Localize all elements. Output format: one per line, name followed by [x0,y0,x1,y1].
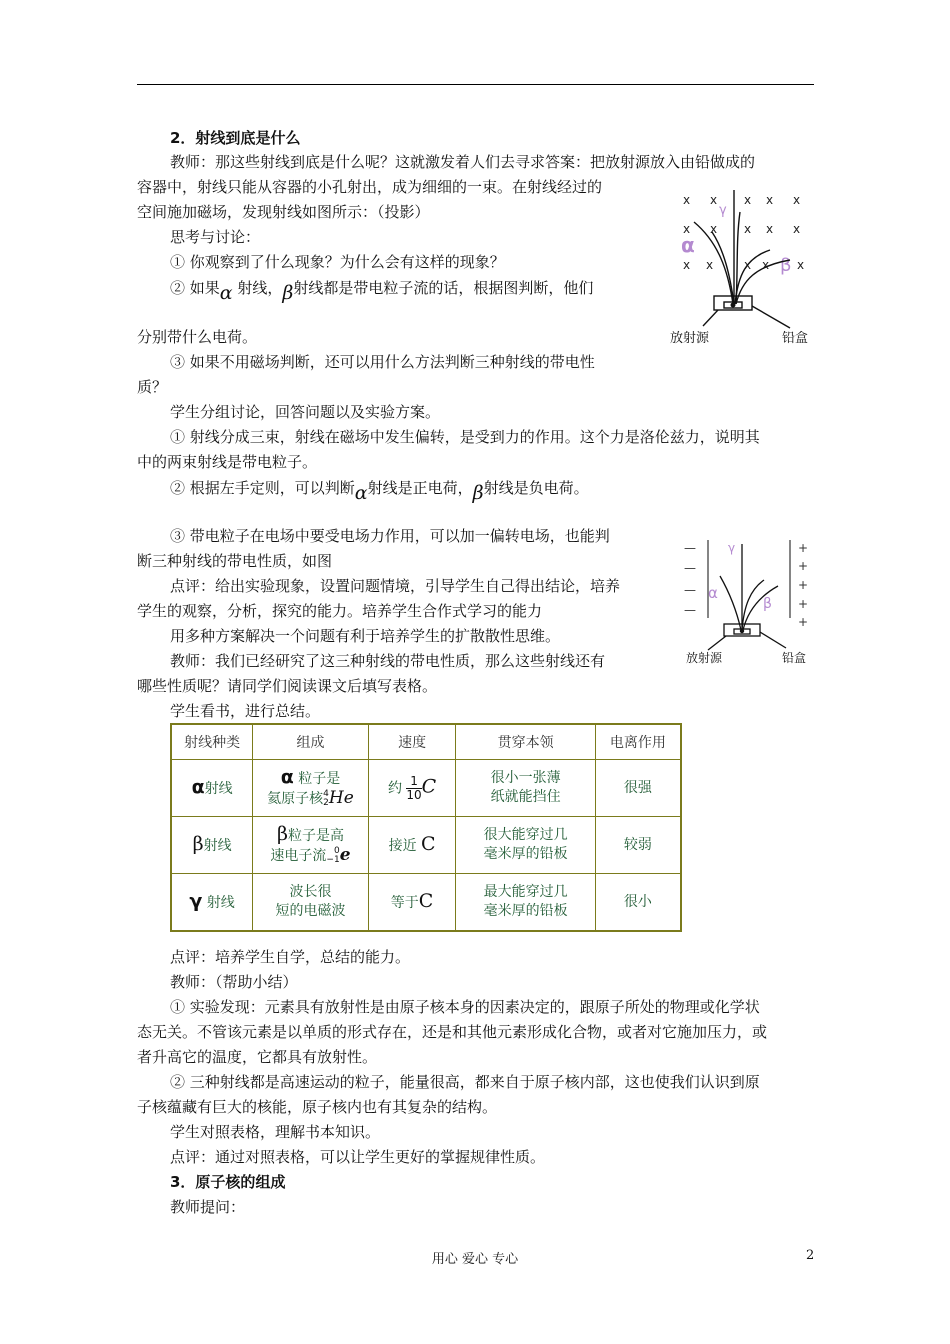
electron-symbol: e [339,844,351,865]
plus-sign: + [798,578,809,592]
header-rule [137,84,814,85]
summary-2: ② 三种射线都是高速运动的粒子，能量很高，都来自于原子核内部，这也使我们认识到原 [170,1073,760,1091]
minus-sign: — [684,541,696,555]
table-header-row [171,724,681,760]
paragraph: 学生的观察，分析，探究的能力。培养学生合作式学习的能力 [137,602,543,620]
cell-text: 约 [387,780,402,796]
paragraph: 教师：（帮助小结） [170,973,298,991]
box-pointer [752,306,790,328]
cell-text: 纸就能挡住 [490,789,561,805]
light-speed-symbol: C [421,775,437,797]
text: 射线是负电荷。 [483,479,589,497]
header-composition: 组成 [253,724,369,760]
table-row [171,760,681,817]
cell-ionization: 较弱 [595,817,681,874]
comment: 点评：培养学生自学，总结的能力。 [170,948,411,966]
cell-type [171,817,253,874]
paragraph: 哪些性质呢？请同学们阅读课文后填写表格。 [137,677,438,695]
answer-1: ① 射线分成三束，射线在磁场中发生偏转，是受到力的作用。这个力是洛伦兹力，说明其 [170,428,760,446]
field-x: x [762,258,770,272]
source-label: 放射源 [686,651,723,665]
beta-symbol: β [192,832,204,855]
source-label: 放射源 [670,331,710,346]
comment: 点评：通过对照表格，可以让学生更好的掌握规律性质。 [170,1148,546,1166]
plus-sign: + [798,615,809,629]
question-3: ③ 如果不用磁场判断，还可以用什么方法判断三种射线的带电性 [170,353,595,371]
cell-type [171,874,253,932]
source-pointer [708,636,726,650]
beta-label: β [763,596,772,612]
cell-text: 毫米厚的铅板 [483,846,568,862]
paragraph: 容器中，射线只能从容器的小孔射出，成为细细的一束。在射线经过的 [137,178,603,196]
field-x: x [793,222,801,236]
beta-symbol: β [472,482,484,504]
minus-sign: — [684,583,696,597]
beta-symbol: β [276,822,288,845]
cell-ionization: 很小 [595,874,681,932]
cell-text: 等于 [390,894,419,911]
alpha-symbol: α [191,775,205,798]
field-x: x [683,193,691,207]
table-row [171,874,681,932]
page-number: 2 [806,1248,815,1263]
denominator: 10 [406,787,422,802]
paragraph: 学生对照表格，理解书本知识。 [170,1123,381,1141]
beta-ray [736,212,740,304]
numerator: 1 [406,775,421,789]
field-x: x [744,258,752,272]
paragraph: 者升高它的温度，它都具有放射性。 [137,1048,378,1066]
page-footer: 用心 爱心 专心 [431,1252,519,1267]
paragraph: 教师：那这些射线到底是什么呢？这就激发着人们去寻求答案：把放射源放入由铅做成的 [170,153,756,171]
cell-text: 很大能穿过几 [483,827,568,843]
paragraph: 中的两束射线是带电粒子。 [137,453,318,471]
field-x: x [706,258,714,272]
comment: 点评：给出实验现象，设置问题情境，引导学生自己得出结论，培养 [170,577,621,595]
field-x: x [766,222,774,236]
cell-text: 很小一张薄 [490,770,561,786]
cell-text: 短的电磁波 [275,903,346,919]
paragraph: 质？ [137,378,168,396]
charge-number: −1 [326,854,340,865]
minus-sign: — [684,603,696,617]
minus-sign: — [684,561,696,575]
text: ② 如果 [170,279,220,297]
answer-2 [137,475,589,504]
cell-speed [368,874,456,932]
cell-text: 波长很 [289,884,332,900]
text: 射线都是带电粒子流的话，根据图判断，他们 [293,279,594,297]
cell-text: 速电子流 [270,847,327,864]
paragraph: 子核蕴藏有巨大的核能，原子核内也有其复杂的结构。 [137,1098,498,1116]
cell-speed [368,760,456,817]
cell-ionization: 很强 [595,760,681,817]
header-speed: 速度 [368,724,456,760]
cell-composition [253,817,369,874]
header-ionization: 电离作用 [595,724,681,760]
source-dot [740,629,744,633]
helium-symbol: He [328,787,354,808]
light-speed-symbol: C [418,889,434,912]
gamma-label: γ [728,541,736,555]
ray-properties-table [170,723,682,932]
cell-text: 最大能穿过几 [483,884,568,900]
mass-number: 4 [323,788,329,799]
alpha-symbol: α [219,282,233,304]
section-2-title: 2．射线到底是什么 [170,129,301,147]
alpha-symbol: α [354,482,368,504]
source-pointer [703,310,718,326]
field-x: x [797,258,805,272]
light-speed-symbol: C [421,832,436,855]
alpha-ray [720,576,741,630]
cell-text: 毫米厚的铅板 [483,903,568,919]
plus-sign: + [798,559,809,573]
cell-text: 粒子是高 [287,827,344,844]
question-2 [137,275,594,304]
box-pointer [760,632,786,648]
question-1: ① 你观察到了什么现象？为什么会有这样的现象？ [170,253,505,271]
field-x: x [793,193,801,207]
alpha-symbol: α [280,765,294,788]
header-type: 射线种类 [171,724,253,760]
electric-field-figure [678,536,820,670]
alpha-label: α [681,233,695,257]
cell-text: 射线 [204,780,233,797]
field-x: x [766,193,774,207]
cell-text: 射线 [206,894,235,911]
cell-text: 射线 [203,837,232,854]
magnetic-field-figure [666,180,826,350]
summary-1: ① 实验发现：元素具有放射性是由原子核本身的因素决定的，跟原子所处的物理或化学状 [170,998,760,1016]
beta-label: β [780,255,792,276]
source-dot [731,303,736,308]
cell-text: 氦原子核 [267,790,324,807]
alpha-label: α [708,584,718,602]
paragraph: 用多种方案解决一个问题有利于培养学生的扩散散性思维。 [170,627,561,645]
cell-penetration [456,874,595,932]
gamma-symbol: γ [189,889,203,912]
cell-type [171,760,253,817]
field-x: x [710,193,718,207]
cell-text: 接近 [388,837,417,854]
cell-composition [253,760,369,817]
paragraph: 教师提问： [170,1198,246,1216]
isotope-numbers [326,847,339,865]
header-penetration: 贯穿本领 [456,724,595,760]
fraction [406,775,421,802]
paragraph: 思考与讨论： [170,228,261,246]
gamma-label: γ [719,203,727,218]
plus-sign: + [798,597,809,611]
box-label: 铅盒 [782,331,809,346]
section-3-title: 3．原子核的组成 [170,1173,286,1191]
text: 射线， [237,279,283,297]
mass-number: 0 [333,845,340,856]
paragraph: 空间施加磁场，发现射线如图所示：（投影） [137,203,430,221]
field-x: x [710,222,718,236]
text: 射线是正电荷， [367,479,473,497]
field-x: x [683,258,691,272]
cell-composition [253,874,369,932]
field-x: x [683,222,691,236]
paragraph: 教师：我们已经研究了这三种射线的带电性质，那么这些射线还有 [170,652,606,670]
paragraph: 学生分组讨论，回答问题以及实验方案。 [170,403,441,421]
paragraph: 态无关。不管该元素是以单质的形式存在，还是和其他元素形成化合物，或者对它施加压力，或 [137,1023,768,1041]
paragraph: 断三种射线的带电性质，如图 [137,552,333,570]
beta-symbol: β [282,282,294,304]
cell-penetration [456,760,595,817]
atomic-number: 2 [323,797,329,808]
plus-sign: + [798,541,809,555]
field-x: x [744,222,752,236]
table-row [171,817,681,874]
text: ② 根据左手定则，可以判断 [170,479,355,497]
answer-3: ③ 带电粒子在电场中要受电场力作用，可以加一偏转电场，也能判 [170,527,610,545]
field-x: x [744,193,752,207]
paragraph: 学生看书，进行总结。 [170,702,321,720]
cell-speed [368,817,456,874]
paragraph: 分别带什么电荷。 [137,328,258,346]
cell-penetration [456,817,595,874]
box-label: 铅盒 [782,651,807,665]
cell-text: 粒子是 [298,770,341,787]
